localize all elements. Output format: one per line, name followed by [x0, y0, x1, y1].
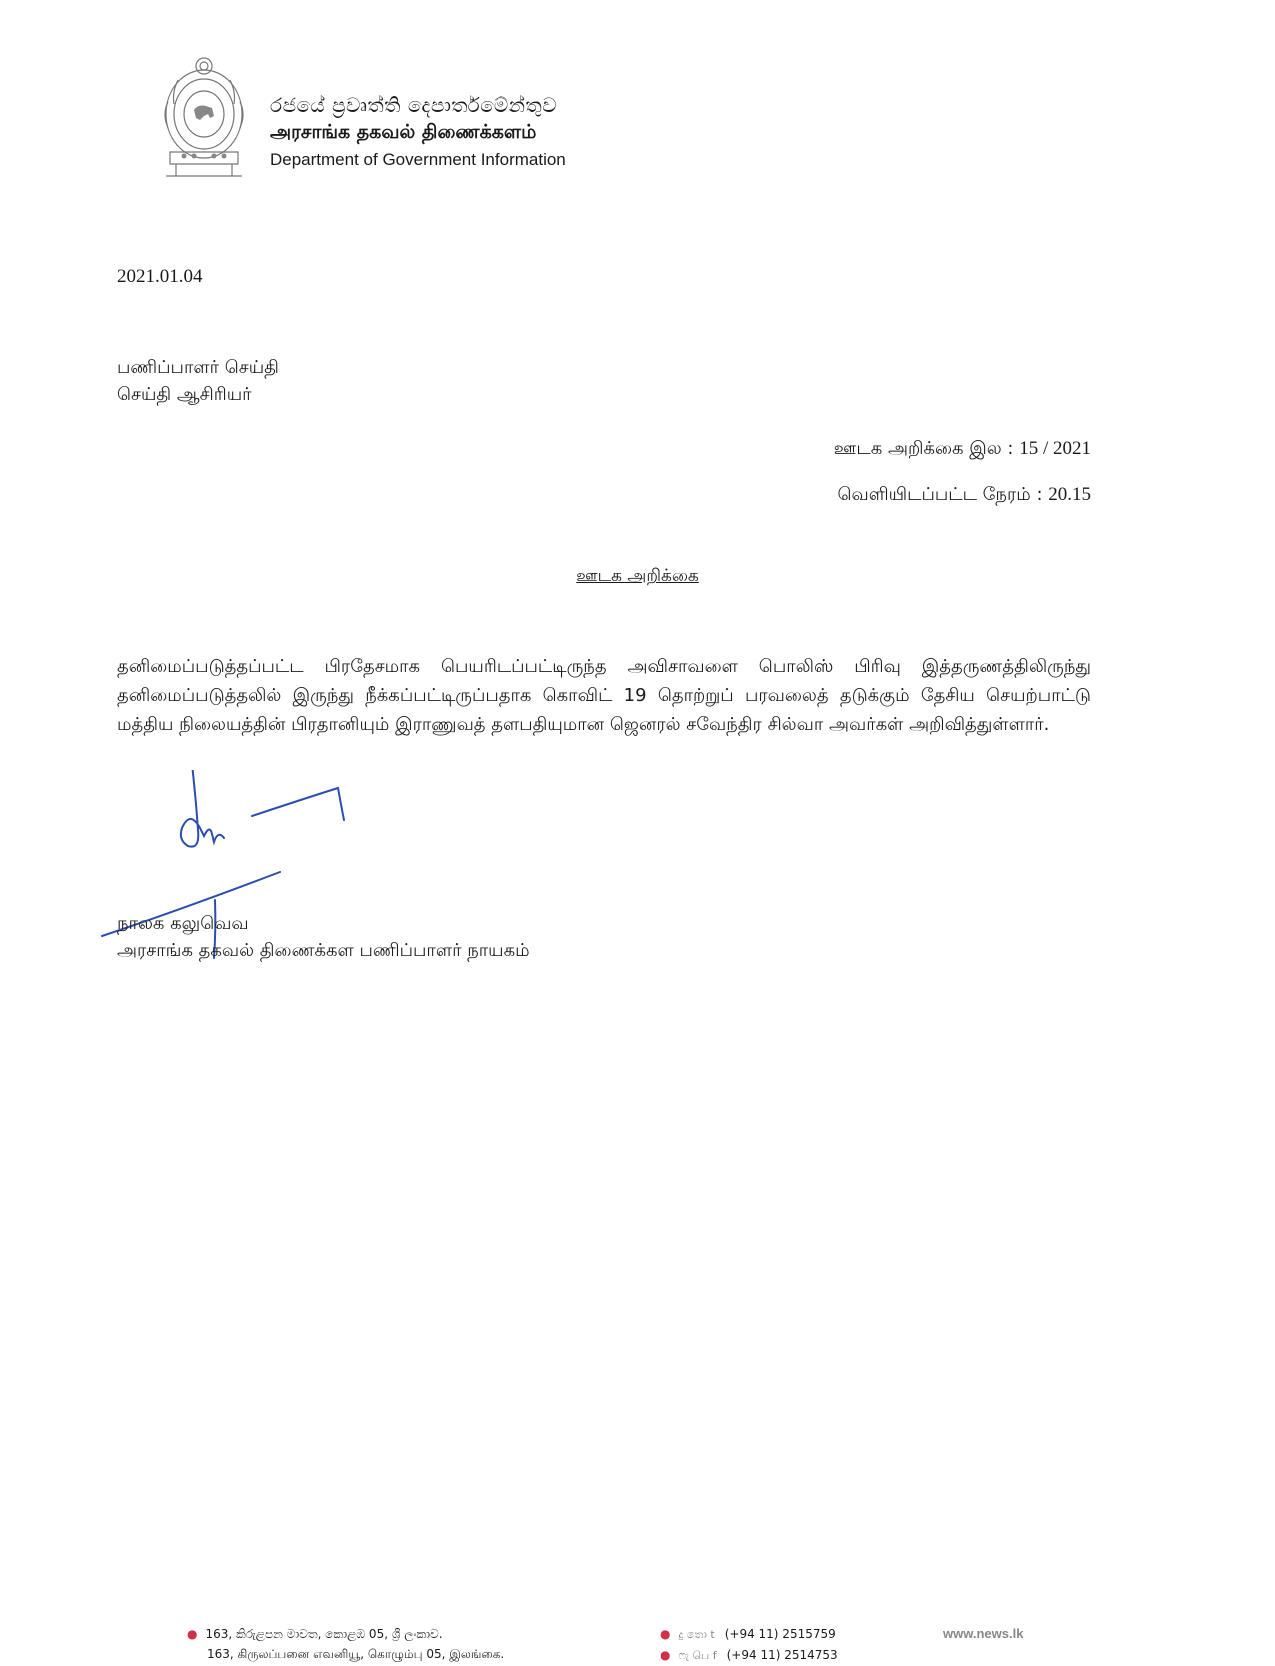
department-name-sinhala: රජයේ ප්‍රවෘත්ති දෙපාර්තමේන්තුව — [270, 93, 558, 117]
fax-number: (+94 11) 2514753 — [726, 1648, 838, 1662]
body-paragraph: தனிமைப்படுத்தப்பட்ட பிரதேசமாக பெயரிடப்பட்டிருந்த அவிசாவளை பொலிஸ் பிரிவு இத்தருணத்திலிருந்து தனிமைப்படுத்தலில் இருந்து நீக்கப்பட்டிருப்பதாக கொவிட் 19 தொற்றுப் பரவலைத் தடுக்கும் தேசிய செயற்பாட்டு மத்திய நிலையத்தின் பிரதானியும் இராணுவத் தளபதியுமான ஜெனரல் சவேந்திர சில்வா அவர்கள் அறிவித்துள்ளார். — [117, 656, 1091, 735]
footer-contact — [660, 1624, 838, 1666]
release-number: 15 / 2021 — [1019, 438, 1091, 459]
release-time: 20.15 — [1048, 484, 1091, 505]
address-sinhala: 163, කිරුළපන මාවත, කොළඹ 05, ශ්‍රී ලංකාව. — [205, 1627, 443, 1641]
reference-block — [834, 434, 1091, 526]
bullet-icon: ● — [660, 1627, 671, 1641]
fax-label: ෆැ பெ f — [678, 1649, 717, 1662]
department-name-english: Department of Government Information — [270, 150, 566, 169]
release-number-row — [834, 434, 1091, 464]
release-time-label: வெளியிடப்பட்ட நேரம் : — [837, 484, 1043, 505]
letterhead — [270, 92, 566, 173]
website-link[interactable]: www.news.lk — [943, 1626, 1024, 1641]
telephone-label: දු තො t — [678, 1628, 715, 1641]
signatory — [117, 910, 530, 964]
footer-address — [187, 1624, 504, 1664]
recipients — [117, 354, 279, 408]
release-number-label: ஊடக அறிக்கை இல : — [833, 438, 1014, 459]
sri-lanka-emblem-icon — [160, 52, 248, 178]
bullet-icon: ● — [660, 1648, 671, 1662]
signatory-title: அரசாங்க தகவல் திணைக்கள பணிப்பாளர் நாயகம் — [117, 940, 530, 961]
handwritten-signature — [100, 770, 380, 1010]
release-date: 2021.01.04 — [117, 266, 203, 287]
signatory-name: நாலக கலுவெவ — [117, 913, 249, 934]
address-tamil: 163, கிருலப்பனை எவனியூ, கொழும்பு 05, இலங்கை. — [207, 1647, 505, 1661]
recipient-line: செய்தி ஆசிரியர் — [117, 384, 252, 405]
department-name-tamil: அரசாங்க தகவல் திணைக்களம் — [270, 121, 537, 143]
document-title: ஊடக அறிக்கை — [576, 566, 699, 586]
telephone-number: (+94 11) 2515759 — [724, 1627, 836, 1641]
release-time-row — [834, 480, 1091, 510]
bullet-icon: ● — [187, 1627, 198, 1641]
recipient-line: பணிப்பாளர் செய்தி — [117, 357, 279, 378]
